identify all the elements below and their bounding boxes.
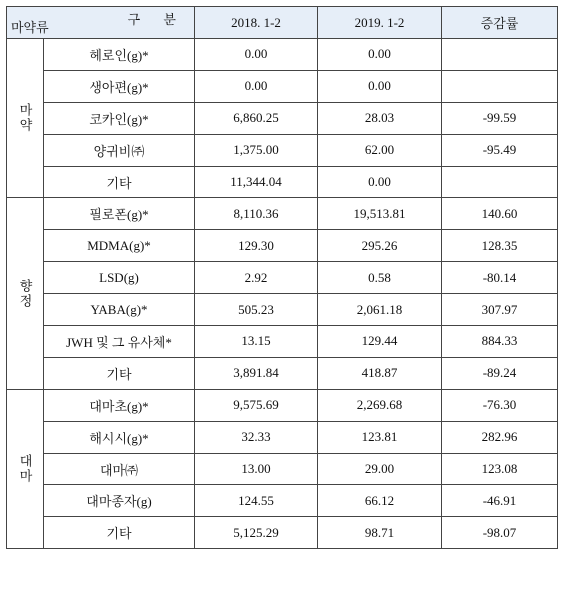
value-2019-cell: 123.81 [318, 421, 442, 453]
value-2018-cell: 32.33 [195, 421, 318, 453]
change-rate-cell: -95.49 [442, 134, 558, 166]
drug-name-cell: 대마종자(g) [44, 485, 195, 517]
value-2018-cell: 0.00 [195, 39, 318, 71]
drug-name-cell: 기타 [44, 166, 195, 198]
table-row [7, 198, 558, 230]
change-rate-cell [442, 166, 558, 198]
change-rate-cell: -76.30 [442, 389, 558, 421]
drug-name-cell: 헤로인(g)* [44, 39, 195, 71]
value-2018-cell: 505.23 [195, 294, 318, 326]
drug-name-cell: LSD(g) [44, 262, 195, 294]
change-rate-cell: -80.14 [442, 262, 558, 294]
value-2019-cell: 66.12 [318, 485, 442, 517]
drug-name-cell: 필로폰(g)* [44, 198, 195, 230]
value-2019-cell: 2,061.18 [318, 294, 442, 326]
table-row [7, 70, 558, 102]
drug-name-cell: 대마㈜ [44, 453, 195, 485]
change-rate-cell: -46.91 [442, 485, 558, 517]
table-row [7, 294, 558, 326]
value-2018-cell: 3,891.84 [195, 357, 318, 389]
value-2018-cell: 6,860.25 [195, 102, 318, 134]
change-rate-cell: 123.08 [442, 453, 558, 485]
change-rate-cell [442, 70, 558, 102]
drug-name-cell: 대마초(g)* [44, 389, 195, 421]
value-2019-cell: 62.00 [318, 134, 442, 166]
header-row [7, 7, 558, 39]
value-2019-cell: 98.71 [318, 517, 442, 549]
value-2018-cell: 11,344.04 [195, 166, 318, 198]
change-rate-cell: 307.97 [442, 294, 558, 326]
change-rate-cell [442, 39, 558, 71]
drug-name-cell: 생아편(g)* [44, 70, 195, 102]
table-row [7, 421, 558, 453]
table-row [7, 389, 558, 421]
drug-name-cell: 코카인(g)* [44, 102, 195, 134]
value-2019-cell: 2,269.68 [318, 389, 442, 421]
value-2018-cell: 13.00 [195, 453, 318, 485]
value-2019-cell: 19,513.81 [318, 198, 442, 230]
category-label: 마약류 [11, 20, 49, 35]
category-cell: 대마 [7, 389, 44, 548]
change-rate-cell: 884.33 [442, 326, 558, 358]
table-row [7, 485, 558, 517]
value-2019-cell: 129.44 [318, 326, 442, 358]
value-2018-cell: 124.55 [195, 485, 318, 517]
value-2018-cell: 0.00 [195, 70, 318, 102]
value-2018-cell: 5,125.29 [195, 517, 318, 549]
value-2018-cell: 2.92 [195, 262, 318, 294]
table-row [7, 262, 558, 294]
section-label: 구 분 [127, 12, 186, 27]
value-2019-cell: 29.00 [318, 453, 442, 485]
value-2019-cell: 295.26 [318, 230, 442, 262]
value-2019-cell: 0.00 [318, 39, 442, 71]
value-2018-cell: 8,110.36 [195, 198, 318, 230]
value-2019-cell: 418.87 [318, 357, 442, 389]
table-row [7, 326, 558, 358]
table-row [7, 230, 558, 262]
table-row [7, 166, 558, 198]
change-rate-header: 증감률 [442, 7, 558, 39]
header-diagonal-cell [7, 7, 195, 39]
value-2019-cell: 0.00 [318, 166, 442, 198]
value-2018-cell: 9,575.69 [195, 389, 318, 421]
value-2019-cell: 0.00 [318, 70, 442, 102]
value-2018-cell: 13.15 [195, 326, 318, 358]
change-rate-cell: -98.07 [442, 517, 558, 549]
change-rate-cell: -89.24 [442, 357, 558, 389]
table-row [7, 357, 558, 389]
drug-name-cell: 양귀비㈜ [44, 134, 195, 166]
drug-name-cell: JWH 및 그 유사체* [44, 326, 195, 358]
value-2018-cell: 1,375.00 [195, 134, 318, 166]
table-row [7, 453, 558, 485]
seizure-statistics-table [6, 6, 558, 549]
drug-name-cell: 기타 [44, 517, 195, 549]
value-2018-cell: 129.30 [195, 230, 318, 262]
value-2019-cell: 0.58 [318, 262, 442, 294]
drug-name-cell: 기타 [44, 357, 195, 389]
table-row [7, 517, 558, 549]
change-rate-cell: 128.35 [442, 230, 558, 262]
table-row [7, 102, 558, 134]
drug-name-cell: 해시시(g)* [44, 421, 195, 453]
year-2018-header: 2018. 1-2 [195, 7, 318, 39]
year-2019-header: 2019. 1-2 [318, 7, 442, 39]
table-row [7, 134, 558, 166]
table-row [7, 39, 558, 71]
value-2019-cell: 28.03 [318, 102, 442, 134]
change-rate-cell: 282.96 [442, 421, 558, 453]
drug-name-cell: YABA(g)* [44, 294, 195, 326]
drug-name-cell: MDMA(g)* [44, 230, 195, 262]
change-rate-cell: 140.60 [442, 198, 558, 230]
category-cell: 향정 [7, 198, 44, 389]
change-rate-cell: -99.59 [442, 102, 558, 134]
category-cell: 마약 [7, 39, 44, 198]
